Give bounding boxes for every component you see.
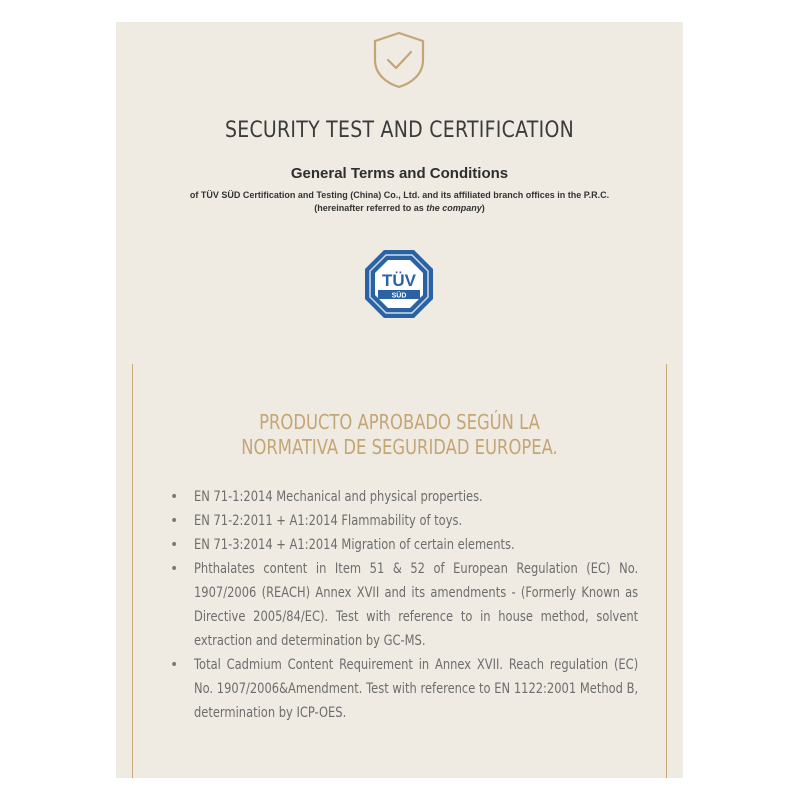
list-item: • Total Cadmium Content Requirement in Annex XVII. Reach regulation (EC) No. 1907/2006&Amendment. Test with reference to EN 1122:2001 Method B, determination by ICP-OES. xyxy=(170,657,639,721)
list-item: • EN 71-2:2011 + A1:2014 Flammability of toys. xyxy=(170,513,463,529)
list-item: • EN 71-3:2014 + A1:2014 Migration of certain elements. xyxy=(170,537,515,553)
terms-reference-line: (hereinafter referred to as the company) xyxy=(314,203,485,213)
terms-title: General Terms and Conditions xyxy=(290,165,509,182)
shield-check-icon xyxy=(371,30,427,90)
tuv-logo-top-text: TÜV xyxy=(382,271,416,290)
certificate-card xyxy=(116,22,683,778)
tuv-logo-bottom-text: SÜD xyxy=(391,292,407,300)
right-divider xyxy=(666,364,667,778)
list-item: • Phthalates content in Item 51 & 52 of European Regulation (EC) No. 1907/2006 (REACH) Annex XVII and its amendments - (Formerly Known as Directive 2005/84/EC). Test with reference to in house method, solvent extraction and determination by GC-MS. xyxy=(170,561,639,649)
standards-list xyxy=(168,485,638,725)
left-divider xyxy=(132,364,133,778)
list-item: • EN 71-1:2014 Mechanical and physical properties. xyxy=(170,489,483,505)
approval-heading: PRODUCTO APROBADO SEGÚN LA NORMATIVA DE SEGURIDAD EUROPEA. xyxy=(241,410,558,459)
terms-issuer-line: of TÜV SÜD Certification and Testing (China) Co., Ltd. and its affiliated branch offices in the P.R.C. xyxy=(189,190,610,200)
page-title: SECURITY TEST AND CERTIFICATION xyxy=(224,118,575,143)
tuv-sud-logo xyxy=(363,248,435,320)
